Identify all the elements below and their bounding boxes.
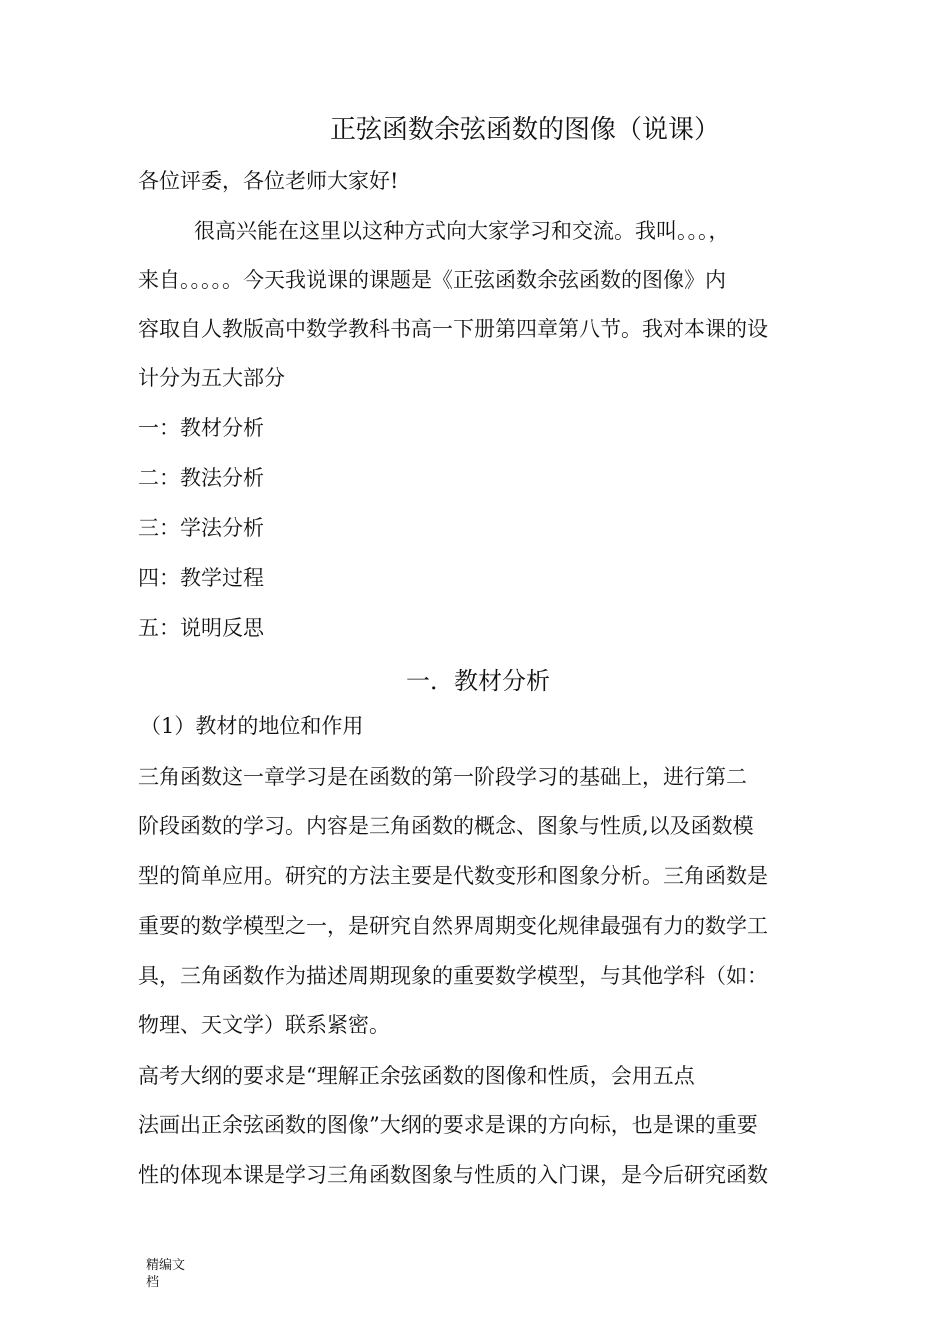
footer-line-2: 档 [146, 1275, 160, 1290]
intro-line-4: 计分为五大部分 [138, 366, 285, 390]
paragraph1-line-6: 物理、天文学）联系紧密。 [138, 1013, 390, 1037]
paragraph2-line-2: 法画出正余弦函数的图像”大纲的要求是课的方向标，也是课的重要 [138, 1113, 758, 1137]
footer-line-1: 精编文 [146, 1258, 186, 1273]
paragraph1-line-5: 具，三角函数作为描述周期现象的重要数学模型，与其他学科（如： [138, 964, 768, 988]
paragraph2-line-1: 高考大纲的要求是“理解正余弦函数的图像和性质，会用五点 [138, 1064, 695, 1088]
paragraph1-line-3: 型的简单应用。研究的方法主要是代数变形和图象分析。三角函数是 [138, 864, 768, 888]
paragraph2-line-3: 性的体现本课是学习三角函数图象与性质的入门课，是今后研究函数 [138, 1163, 768, 1187]
paragraph1-line-1: 三角函数这一章学习是在函数的第一阶段学习的基础上，进行第二 [138, 765, 747, 789]
intro-line-2: 来自。。。。。今天我说课的课题是《正弦函数余弦函数的图像》内 [138, 268, 726, 292]
section-heading: 一．教材分析 [406, 667, 550, 695]
intro-line-3: 容取自人教版高中数学教科书高一下册第四章第八节。我对本课的设 [138, 317, 768, 341]
subsection-heading: （1）教材的地位和作用 [140, 714, 364, 738]
outline-item-3: 三：学法分析 [138, 516, 264, 540]
footer-note [146, 1257, 196, 1291]
outline-item-1: 一：教材分析 [138, 416, 264, 440]
intro-line-1: 很高兴能在这里以这种方式向大家学习和交流。我叫。。。， [194, 219, 730, 243]
outline-item-2: 二：教法分析 [138, 466, 264, 490]
outline-item-5: 五：说明反思 [138, 616, 264, 640]
document-title: 正弦函数余弦函数的图像（说课） [329, 115, 720, 145]
outline-item-4: 四：教学过程 [138, 566, 264, 590]
paragraph1-line-4: 重要的数学模型之一，是研究自然界周期变化规律最强有力的数学工 [138, 914, 768, 938]
greeting-line: 各位评委，各位老师大家好! [138, 169, 399, 193]
paragraph1-line-2: 阶段函数的学习。内容是三角函数的概念、图象与性质,以及函数模 [138, 814, 754, 838]
